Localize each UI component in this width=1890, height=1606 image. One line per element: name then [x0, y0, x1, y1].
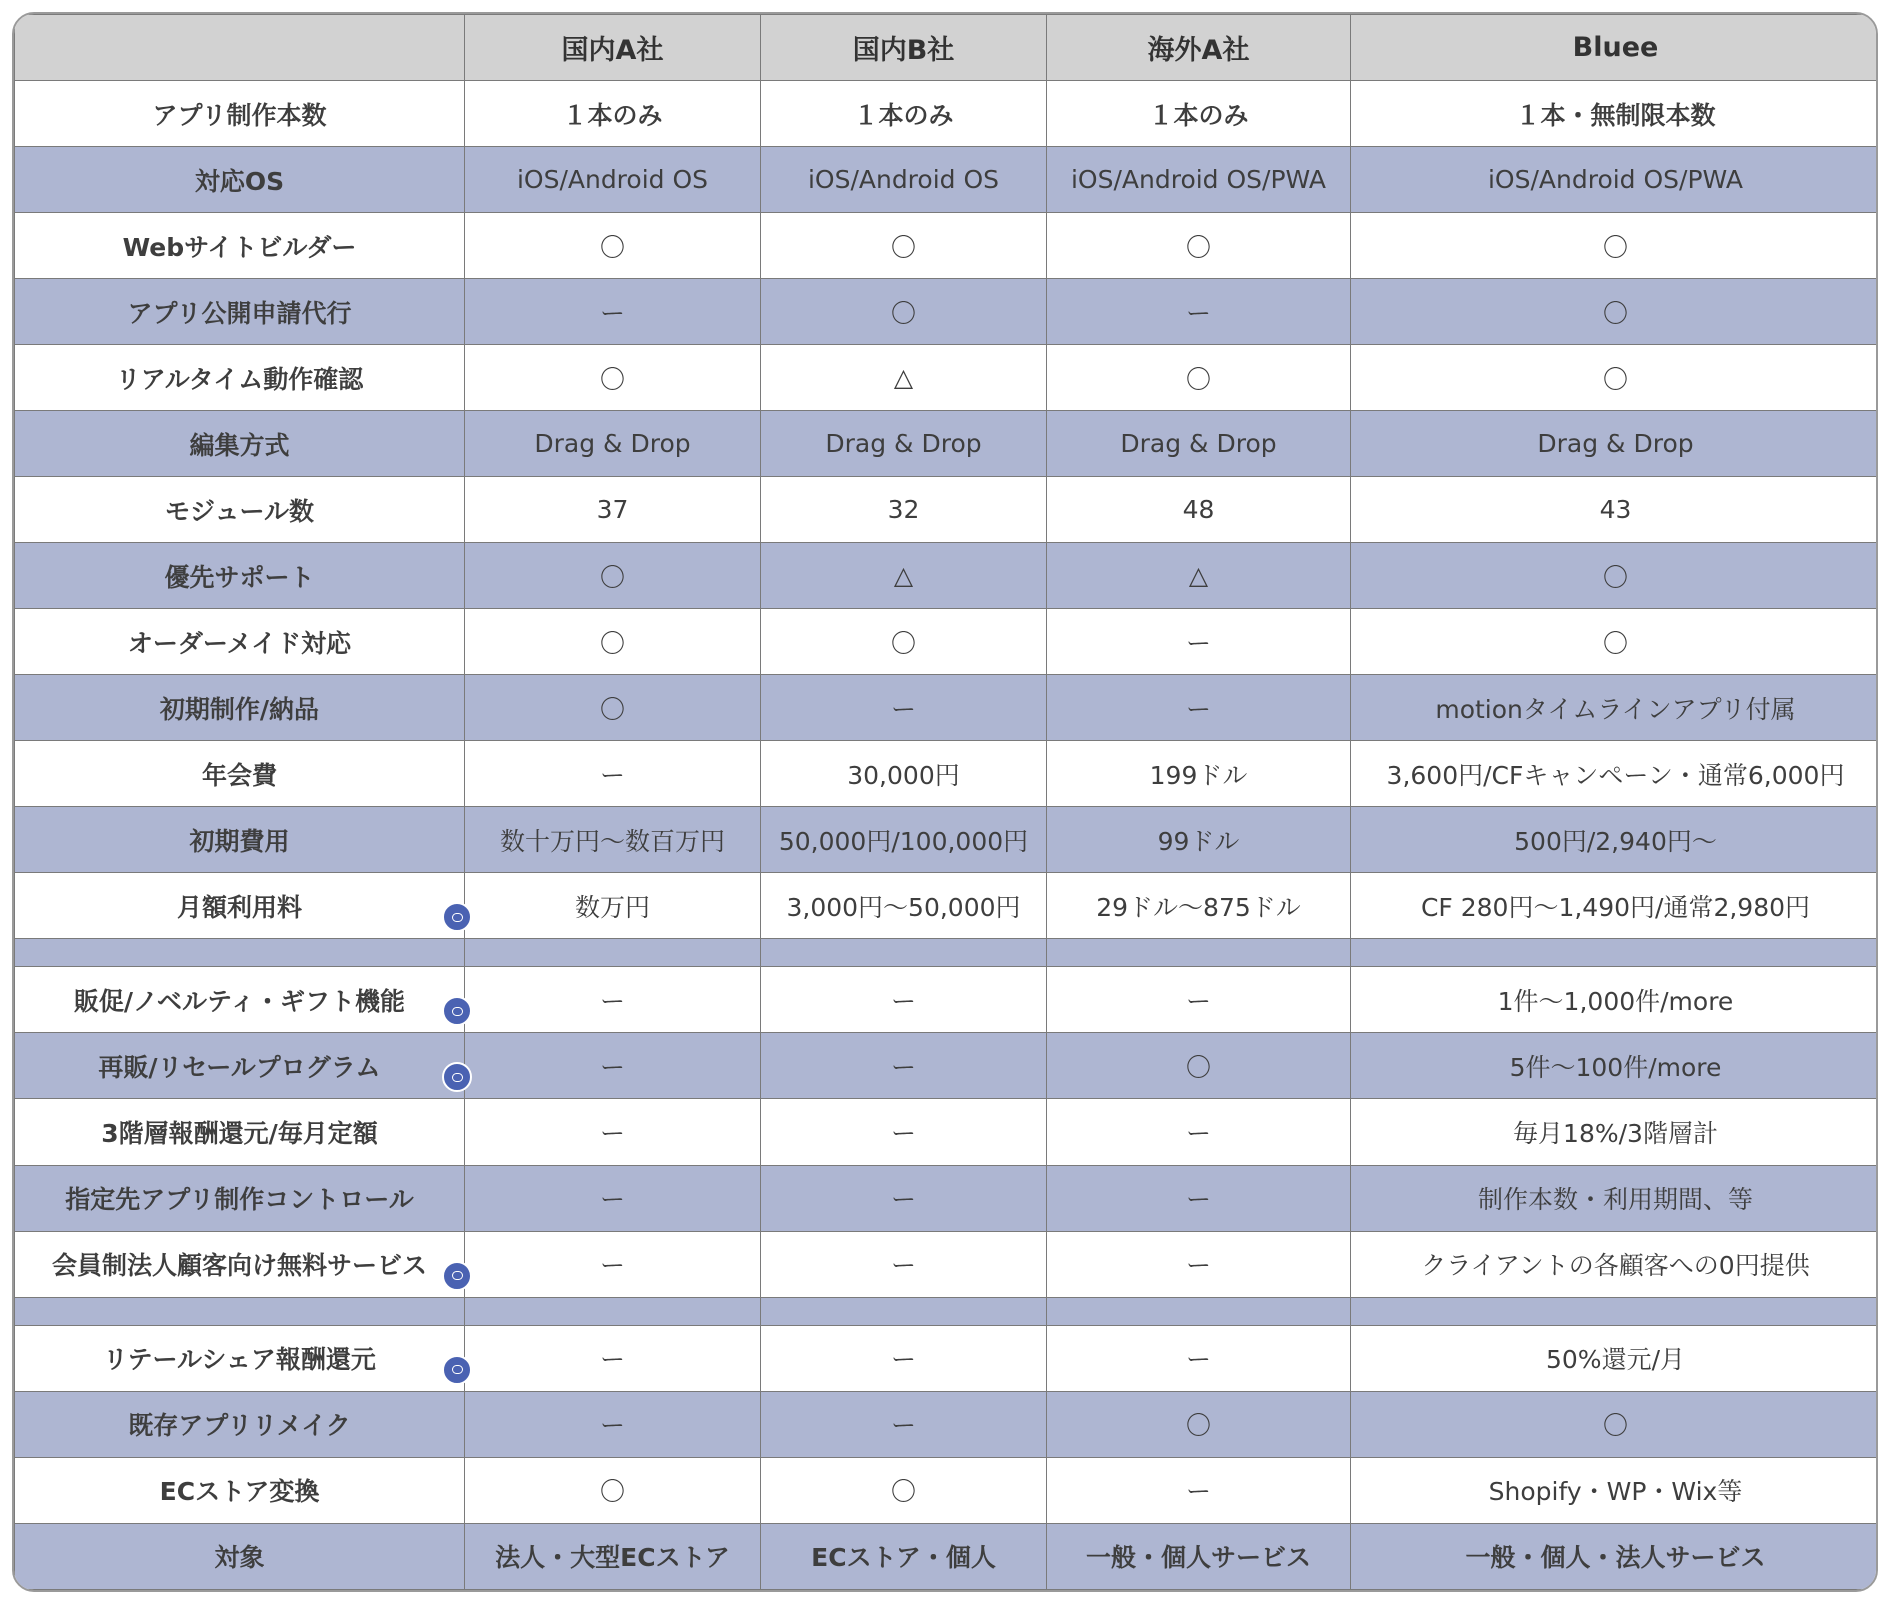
row-label [15, 1523, 465, 1589]
table-cell: ー [761, 967, 1047, 1033]
table-cell: 500円/2,940円〜 [1351, 807, 1879, 873]
table-cell: クライアントの各顧客への0円提供 [1351, 1231, 1879, 1297]
table-row [15, 411, 1879, 477]
row-label-text: リテールシェア報酬還元 [103, 1345, 376, 1375]
row-label-text: ECストア変換 [159, 1477, 320, 1507]
table-cell: 〇 [465, 1457, 761, 1523]
table-cell: １本のみ [761, 81, 1047, 147]
header-company-domestic-a: 国内A社 [465, 15, 761, 81]
table-row [15, 675, 1879, 741]
comment-badge-icon[interactable] [442, 1261, 472, 1291]
table-cell: 50,000円/100,000円 [761, 807, 1047, 873]
table-cell: 制作本数・利用期間、等 [1351, 1165, 1879, 1231]
table-cell: ー [1047, 675, 1351, 741]
table-cell: ー [1047, 279, 1351, 345]
row-label-text: 編集方式 [189, 430, 290, 460]
table-cell: ー [465, 967, 761, 1033]
spacer-cell [1351, 939, 1879, 967]
table-cell: 29ドル〜875ドル [1047, 873, 1351, 939]
table-cell: 〇 [1351, 609, 1879, 675]
table-cell: 48 [1047, 477, 1351, 543]
row-label [15, 345, 465, 411]
table-row [15, 1391, 1879, 1457]
table-cell: Drag & Drop [761, 411, 1047, 477]
comment-bubble-icon [452, 1365, 463, 1374]
table-cell: １本のみ [465, 81, 761, 147]
row-label-text: Webサイトビルダー [122, 232, 357, 262]
header-corner [15, 15, 465, 81]
table-row [15, 1165, 1879, 1231]
row-label-text: 指定先アプリ制作コントロール [65, 1185, 414, 1215]
table-cell: △ [1047, 543, 1351, 609]
table-row [15, 213, 1879, 279]
table-cell: 一般・個人サービス [1047, 1523, 1351, 1589]
table-row [15, 81, 1879, 147]
row-label [15, 213, 465, 279]
table-row [15, 967, 1879, 1033]
table-cell: iOS/Android OS/PWA [1047, 147, 1351, 213]
comment-badge-icon[interactable] [442, 1355, 472, 1385]
table-cell: 〇 [465, 543, 761, 609]
row-label-text: アプリ公開申請代行 [127, 298, 352, 328]
spacer-cell [15, 939, 465, 967]
spacer-cell [761, 1297, 1047, 1325]
table-cell: ー [761, 1099, 1047, 1165]
table-cell: ー [465, 1165, 761, 1231]
table-cell: 毎月18%/3階層計 [1351, 1099, 1879, 1165]
row-label-text: アプリ制作本数 [152, 100, 327, 130]
table-cell: 〇 [465, 675, 761, 741]
row-label [15, 411, 465, 477]
row-label [15, 1099, 465, 1165]
row-label-text: 対応OS [194, 166, 285, 196]
comment-bubble-icon [452, 1073, 463, 1082]
table-row [15, 741, 1879, 807]
table-cell: 〇 [1351, 543, 1879, 609]
row-label-text: モジュール数 [164, 496, 314, 526]
table-cell: ー [465, 741, 761, 807]
table-cell: ー [1047, 1099, 1351, 1165]
table-cell: 一般・個人・法人サービス [1351, 1523, 1879, 1589]
table-cell: 43 [1351, 477, 1879, 543]
comment-bubble-icon [452, 1271, 463, 1280]
table-header-row [15, 15, 1879, 81]
table-cell: ー [465, 1033, 761, 1099]
row-label [15, 1325, 465, 1391]
row-label [15, 1231, 465, 1297]
table-cell: ー [1047, 1325, 1351, 1391]
comment-bubble-icon [452, 1007, 463, 1016]
table-cell: ー [465, 1325, 761, 1391]
row-label [15, 1457, 465, 1523]
table-cell: 法人・大型ECストア [465, 1523, 761, 1589]
row-label [15, 543, 465, 609]
table-row [15, 1033, 1879, 1099]
table-cell: 〇 [465, 345, 761, 411]
table-cell: 〇 [761, 279, 1047, 345]
table-cell: 37 [465, 477, 761, 543]
row-label-text: 販促/ノベルティ・ギフト機能 [73, 986, 406, 1016]
table-cell: Shopify・WP・Wix等 [1351, 1457, 1879, 1523]
row-label-text: 3階層報酬還元/毎月定額 [101, 1119, 378, 1148]
table-cell: ー [1047, 1231, 1351, 1297]
row-label [15, 1391, 465, 1457]
row-label [15, 81, 465, 147]
table-cell: 32 [761, 477, 1047, 543]
table-cell: Drag & Drop [465, 411, 761, 477]
table-cell: １本のみ [1047, 81, 1351, 147]
table-cell: ECストア・個人 [761, 1523, 1047, 1589]
table-cell: １本・無制限本数 [1351, 81, 1879, 147]
table-row [15, 477, 1879, 543]
row-label-text: 初期費用 [189, 826, 290, 856]
table-row [15, 543, 1879, 609]
row-label-text: リアルタイム動作確認 [115, 364, 364, 394]
table-cell: Drag & Drop [1351, 411, 1879, 477]
table-spacer-row [15, 939, 1879, 967]
comparison-table [14, 14, 1878, 1590]
table-cell: 〇 [1047, 1391, 1351, 1457]
spacer-cell [1351, 1297, 1879, 1325]
spacer-cell [15, 1297, 465, 1325]
table-cell: ー [465, 279, 761, 345]
table-row [15, 147, 1879, 213]
table-cell: ー [465, 1231, 761, 1297]
row-label-text: 対象 [214, 1543, 265, 1573]
table-cell: 〇 [1351, 213, 1879, 279]
header-company-domestic-b: 国内B社 [761, 15, 1047, 81]
table-cell: ー [761, 675, 1047, 741]
row-label-text: 会員制法人顧客向け無料サービス [51, 1251, 427, 1281]
table-cell: 1件〜1,000件/more [1351, 967, 1879, 1033]
table-cell: 数十万円〜数百万円 [465, 807, 761, 873]
table-cell: 〇 [1351, 279, 1879, 345]
table-row [15, 1457, 1879, 1523]
row-label-text: 月額利用料 [176, 892, 302, 922]
row-label-text: オーダーメイド対応 [127, 628, 352, 658]
table-cell: 〇 [465, 213, 761, 279]
table-row [15, 1231, 1879, 1297]
table-cell: ー [761, 1165, 1047, 1231]
table-cell: CF 280円〜1,490円/通常2,980円 [1351, 873, 1879, 939]
row-label [15, 1165, 465, 1231]
table-cell: ー [761, 1033, 1047, 1099]
row-label-text: 既存アプリリメイク [128, 1411, 351, 1441]
table-cell: 〇 [1047, 345, 1351, 411]
row-label-text: 優先サポート [164, 562, 315, 592]
table-cell: iOS/Android OS/PWA [1351, 147, 1879, 213]
table-cell: 50%還元/月 [1351, 1325, 1879, 1391]
table-row [15, 873, 1879, 939]
table-row [15, 1325, 1879, 1391]
row-label-text: 再販/リセールプログラム [98, 1052, 381, 1082]
table-cell: 〇 [761, 1457, 1047, 1523]
table-cell: 〇 [1047, 213, 1351, 279]
table-cell: 5件〜100件/more [1351, 1033, 1879, 1099]
table-row [15, 1523, 1879, 1589]
table-cell: ー [1047, 1457, 1351, 1523]
table-cell: ー [761, 1391, 1047, 1457]
row-label [15, 1033, 465, 1099]
row-label [15, 967, 465, 1033]
table-cell: 〇 [1351, 345, 1879, 411]
table-row [15, 279, 1879, 345]
row-label [15, 279, 465, 345]
row-label [15, 147, 465, 213]
table-cell: ー [761, 1231, 1047, 1297]
table-row [15, 807, 1879, 873]
table-cell: motionタイムラインアプリ付属 [1351, 675, 1879, 741]
table-cell: ー [761, 1325, 1047, 1391]
table-cell: 3,000円〜50,000円 [761, 873, 1047, 939]
row-label [15, 873, 465, 939]
table-cell: ー [465, 1099, 761, 1165]
row-label-text: 年会費 [201, 760, 277, 790]
table-cell: 〇 [1047, 1033, 1351, 1099]
spacer-cell [465, 1297, 761, 1325]
table-cell: △ [761, 345, 1047, 411]
table-cell: iOS/Android OS [761, 147, 1047, 213]
table-row [15, 609, 1879, 675]
table-spacer-row [15, 1297, 1879, 1325]
table-row [15, 1099, 1879, 1165]
spacer-cell [1047, 939, 1351, 967]
row-label [15, 741, 465, 807]
table-cell: ー [1047, 967, 1351, 1033]
row-label [15, 609, 465, 675]
spacer-cell [465, 939, 761, 967]
row-label [15, 675, 465, 741]
table-cell: 数万円 [465, 873, 761, 939]
table-cell: ー [1047, 609, 1351, 675]
table-cell: ー [1047, 1165, 1351, 1231]
spacer-cell [761, 939, 1047, 967]
header-company-overseas-a: 海外A社 [1047, 15, 1351, 81]
spacer-cell [1047, 1297, 1351, 1325]
table-body [15, 81, 1879, 1590]
row-label-text: 初期制作/納品 [159, 694, 320, 724]
comparison-table-container [12, 12, 1878, 1592]
comment-bubble-icon [452, 913, 463, 922]
table-cell: 3,600円/CFキャンペーン・通常6,000円 [1351, 741, 1879, 807]
table-cell: 〇 [761, 213, 1047, 279]
table-cell: 〇 [761, 609, 1047, 675]
table-cell: 〇 [1351, 1391, 1879, 1457]
row-label [15, 477, 465, 543]
table-cell: iOS/Android OS [465, 147, 761, 213]
table-row [15, 345, 1879, 411]
table-cell: △ [761, 543, 1047, 609]
table-cell: 99ドル [1047, 807, 1351, 873]
row-label [15, 807, 465, 873]
table-cell: Drag & Drop [1047, 411, 1351, 477]
table-cell: ー [465, 1391, 761, 1457]
table-cell: 199ドル [1047, 741, 1351, 807]
table-cell: 〇 [465, 609, 761, 675]
table-cell: 30,000円 [761, 741, 1047, 807]
header-company-bluee: Bluee [1351, 15, 1879, 81]
